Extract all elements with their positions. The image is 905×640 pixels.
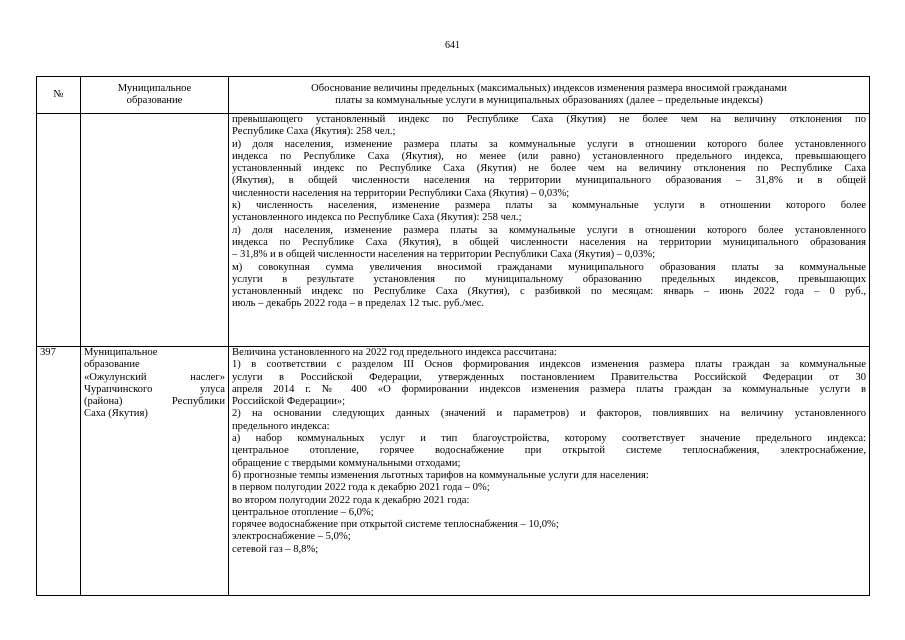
text-line: индекса по Республике Саха (Якутия), но менее (или равно) установленного предельного индекса, превышающего bbox=[232, 150, 866, 162]
text-line: центральное отопление – 6,0%; bbox=[232, 506, 374, 518]
text-line: – 31,8% и в общей численности населения на территории Республики Саха (Якутия) – 0,03%; bbox=[232, 249, 656, 261]
text-line: Муниципальное bbox=[84, 347, 158, 358]
text-line: (района) Республики bbox=[84, 396, 225, 408]
row-num: 397 bbox=[37, 347, 81, 596]
header-num: № bbox=[37, 77, 81, 114]
text-line: электроснабжение – 5,0%; bbox=[232, 531, 351, 543]
text-line: центральное отопление, горячее водоснабжение при открытой системе теплоснабжения, электроснабжение, bbox=[232, 445, 866, 457]
text-line: «Ожулунский наслег» bbox=[84, 371, 225, 383]
header-municipality bbox=[81, 77, 229, 114]
text-line: в первом полугодии 2022 года к декабрю 2021 года – 0%; bbox=[232, 482, 490, 494]
header-justification bbox=[229, 77, 870, 114]
row-justification bbox=[229, 347, 870, 596]
text-line: м) совокупная сумма увеличения вносимой гражданами муниципального образования платы за коммунальные bbox=[232, 261, 866, 273]
text-line: и) доля населения, изменение размера платы за коммунальные услуги в отношении которого более установленного bbox=[232, 138, 866, 150]
text-line: установленный индекс по Республике Саха (Якутия), с разбивкой по месяцам: январь – июнь 2022 года – 0 руб., bbox=[232, 286, 866, 298]
text-line: во втором полугодии 2022 года к декабрю 2021 года: bbox=[232, 494, 470, 506]
text-line: б) прогнозные темпы изменения льготных тарифов на коммунальные услуги для населения: bbox=[232, 469, 649, 481]
row-num bbox=[37, 114, 81, 347]
text-line: апреля 2014 г. № 400 «О формировании индексов изменения размера платы граждан за коммунальные услуги в bbox=[232, 383, 866, 395]
row-municipality bbox=[81, 347, 229, 596]
text-line: услуги в результате установления по муниципальному образованию предельных индексов, превышающих bbox=[232, 273, 866, 285]
text-line: численности населения на территории Республики Саха (Якутия) – 0,03%; bbox=[232, 187, 570, 199]
text-line: Республике Саха (Якутия): 258 чел.; bbox=[232, 126, 396, 138]
text-line: установленный индекс по Республике Саха (Якутия) не более чем на величину отклонения по Республике Саха bbox=[232, 163, 866, 175]
text-line: обращение с твердыми коммунальными отходами; bbox=[232, 457, 461, 469]
text-line: Чурапчинского улуса bbox=[84, 383, 225, 395]
text-line: превышающего установленный индекс по Республике Саха (Якутия) не более чем на величину отклонения по bbox=[232, 114, 866, 125]
text-line: Саха (Якутия) bbox=[84, 408, 148, 420]
header-justification-line: платы за коммунальные услуги в муниципальных образованиях (далее – предельные индексы) bbox=[335, 95, 763, 106]
text-line: предельного индекса: bbox=[232, 420, 330, 432]
text-line: (Якутия), в общей численности населения на территории муниципального образования – 31,8% и в общей bbox=[232, 175, 866, 187]
text-line: 1) в соответствии с разделом III Основ формирования индексов изменения размера платы граждан за коммунальные bbox=[232, 359, 866, 371]
header-justification-line: Обоснование величины предельных (максимальных) индексов изменения размера вносимой гражданами bbox=[311, 82, 787, 94]
header-municipality-line: Муниципальное bbox=[117, 82, 192, 94]
text-line: Российской Федерации»; bbox=[232, 396, 346, 408]
text-line: а) набор коммунальных услуг и тип благоустройства, которому соответствует значение предельного индекса: bbox=[232, 433, 866, 445]
text-line: установленного индекса по Республике Саха (Якутия): 258 чел.; bbox=[232, 212, 522, 224]
text-line: 2) на основании следующих данных (значений и параметров) и факторов, повлиявших на величину установленного bbox=[232, 408, 866, 420]
table-row bbox=[37, 114, 870, 347]
text-line: образование bbox=[84, 359, 140, 371]
header-municipality-line: образование bbox=[126, 95, 183, 106]
text-line: горячее водоснабжение при открытой системе теплоснабжения – 10,0%; bbox=[232, 519, 559, 531]
table-row bbox=[37, 347, 870, 596]
text-line: Величина установленного на 2022 год предельного индекса рассчитана: bbox=[232, 347, 557, 358]
text-line: л) доля населения, изменение размера платы за коммунальные услуги в отношении которого более установленного bbox=[232, 224, 866, 236]
text-line: индекса по Республике Саха (Якутия), в общей численности населения на территории муниципального образования bbox=[232, 236, 866, 248]
row-municipality bbox=[81, 114, 229, 347]
text-line: сетевой газ – 8,8%; bbox=[232, 543, 319, 555]
text-line: июль – декабрь 2022 года – в пределах 12 тыс. руб./мес. bbox=[232, 298, 485, 310]
table-header-row bbox=[37, 77, 870, 114]
row-justification bbox=[229, 114, 870, 347]
indices-table bbox=[36, 76, 870, 596]
page-number: 641 bbox=[445, 40, 460, 51]
text-line: услуги в Российской Федерации, утвержденных постановлением Правительства Российской Федерации от 30 bbox=[232, 371, 866, 383]
text-line: к) численность населения, изменение размера платы за коммунальные услуги в отношении которого более bbox=[232, 200, 866, 212]
